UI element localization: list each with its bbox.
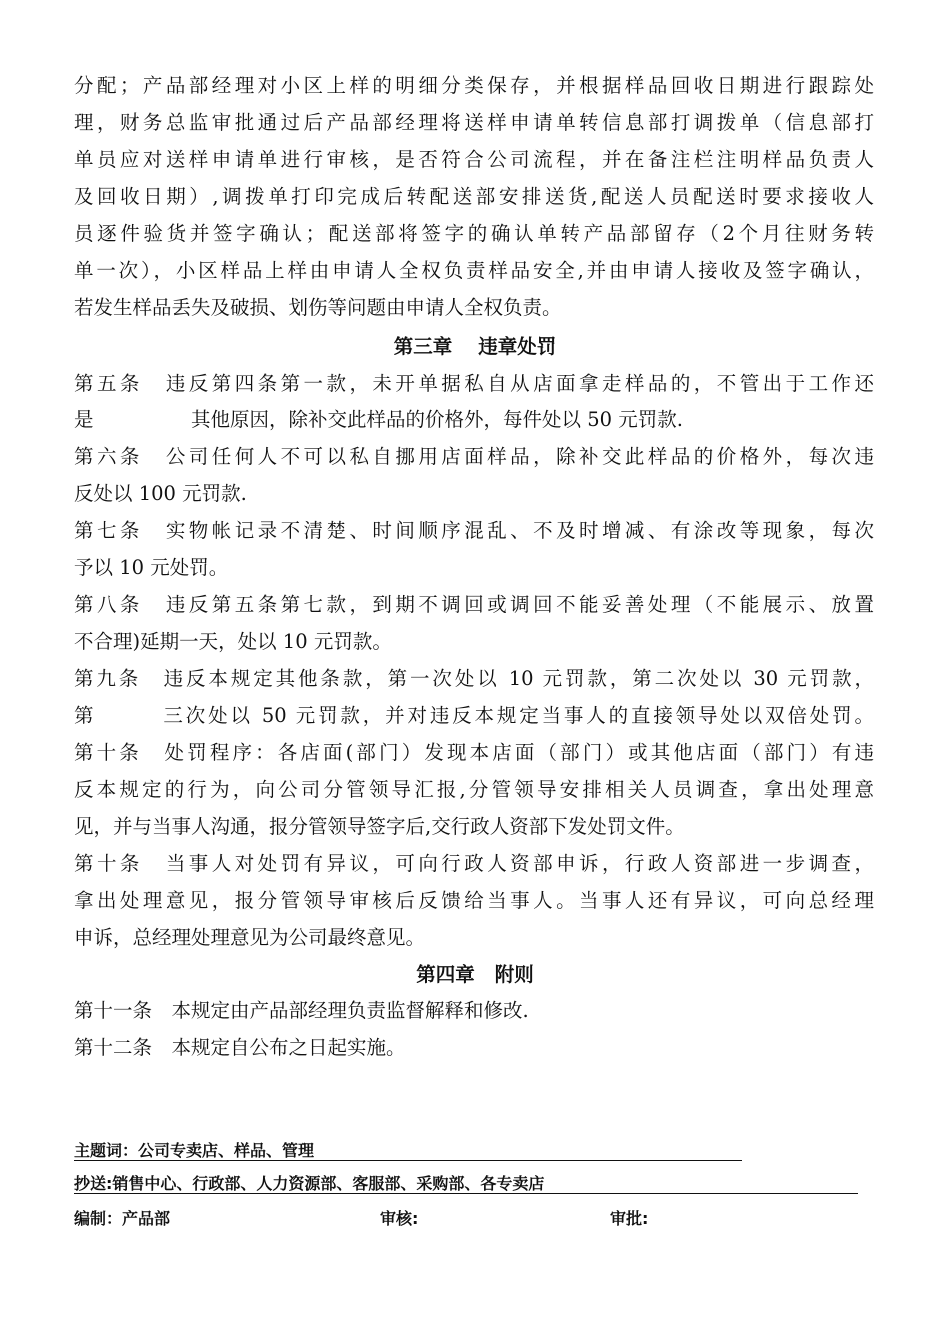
cc-underline [74,1193,858,1194]
subject-keywords: 主题词：公司专卖店、样品、管理 [74,1141,315,1160]
text-line: 拿出处理意见，报分管领导审核后反馈给当事人。当事人还有异议，可向总经理 [74,889,874,912]
text-line: 及回收日期）,调拨单打印完成后转配送部安排送货,配送人员配送时要求接收人 [74,185,874,208]
approved-by: 审批: [610,1209,649,1228]
reviewed-by: 审核: [380,1209,419,1228]
text-line: 第十条 处罚程序：各店面(部门）发现本店面（部门）或其他店面（部门）有违 [74,741,874,764]
text-line: 第十二条 本规定自公布之日起实施。 [74,1036,406,1059]
text-line: 第十条 当事人对处罚有异议，可向行政人资部申诉，行政人资部进一步调查， [74,852,874,875]
text-line: 若发生样品丢失及破损、划伤等问题由申请人全权负责。 [74,296,562,319]
chapter-4-heading [0,962,950,988]
chapter-number: 第三章 [393,335,453,358]
text-line: 申诉，总经理处理意见为公司最终意见。 [74,926,426,949]
text-line: 第六条 公司任何人不可以私自挪用店面样品，除补交此样品的价格外，每次违 [74,445,874,468]
chapter-title: 附则 [494,963,534,986]
keywords-underline [74,1160,742,1161]
text-line: 第九条 违反本规定其他条款，第一次处以 10 元罚款，第二次处以 30 元罚款， [74,667,874,690]
text-line: 第七条 实物帐记录不清楚、时间顺序混乱、不及时增减、有涂改等现象，每次 [74,519,874,542]
prepared-by: 编制：产品部 [74,1209,171,1228]
chapter-3-heading [0,334,950,360]
chapter-number: 第四章 [416,963,475,986]
text-line: 反处以 100 元罚款. [74,482,247,505]
text-line: 第八条 违反第五条第七款，到期不调回或调回不能妥善处理（不能展示、放置 [74,593,874,616]
text-line: 第十一条 本规定由产品部经理负责监督解释和修改. [74,999,529,1022]
text-line: 予以 10 元处罚。 [74,556,229,579]
text-line: 不合理)延期一天，处以 10 元罚款。 [74,630,392,653]
text-line: 第 三次处以 50 元罚款，并对违反本规定当事人的直接领导处以双倍处罚。 [74,704,874,727]
text-line: 第五条 违反第四条第一款，未开单据私自从店面拿走样品的，不管出于工作还 [74,372,874,395]
text-line: 单一次），小区样品上样由申请人全权负责样品安全,并由申请人接收及签字确认， [74,259,874,282]
text-line: 反本规定的行为，向公司分管领导汇报,分管领导安排相关人员调查，拿出处理意 [74,778,874,801]
text-line: 单员应对送样申请单进行审核，是否符合公司流程，并在备注栏注明样品负责人 [74,148,874,171]
chapter-title: 违章处罚 [478,335,557,358]
text-line: 理，财务总监审批通过后产品部经理将送样申请单转信息部打调拨单（信息部打 [74,111,874,134]
text-line: 见，并与当事人沟通，报分管领导签字后,交行政人资部下发处罚文件。 [74,815,685,838]
text-line: 是 其他原因，除补交此样品的价格外，每件处以 50 元罚款. [74,408,683,431]
text-line: 员逐件验货并签字确认；配送部将签字的确认单转产品部留存（2个月往财务转 [74,222,874,245]
cc-list: 抄送:销售中心、行政部、人力资源部、客服部、采购部、各专卖店 [74,1174,545,1193]
text-line: 分配；产品部经理对小区上样的明细分类保存，并根据样品回收日期进行跟踪处 [74,74,874,97]
